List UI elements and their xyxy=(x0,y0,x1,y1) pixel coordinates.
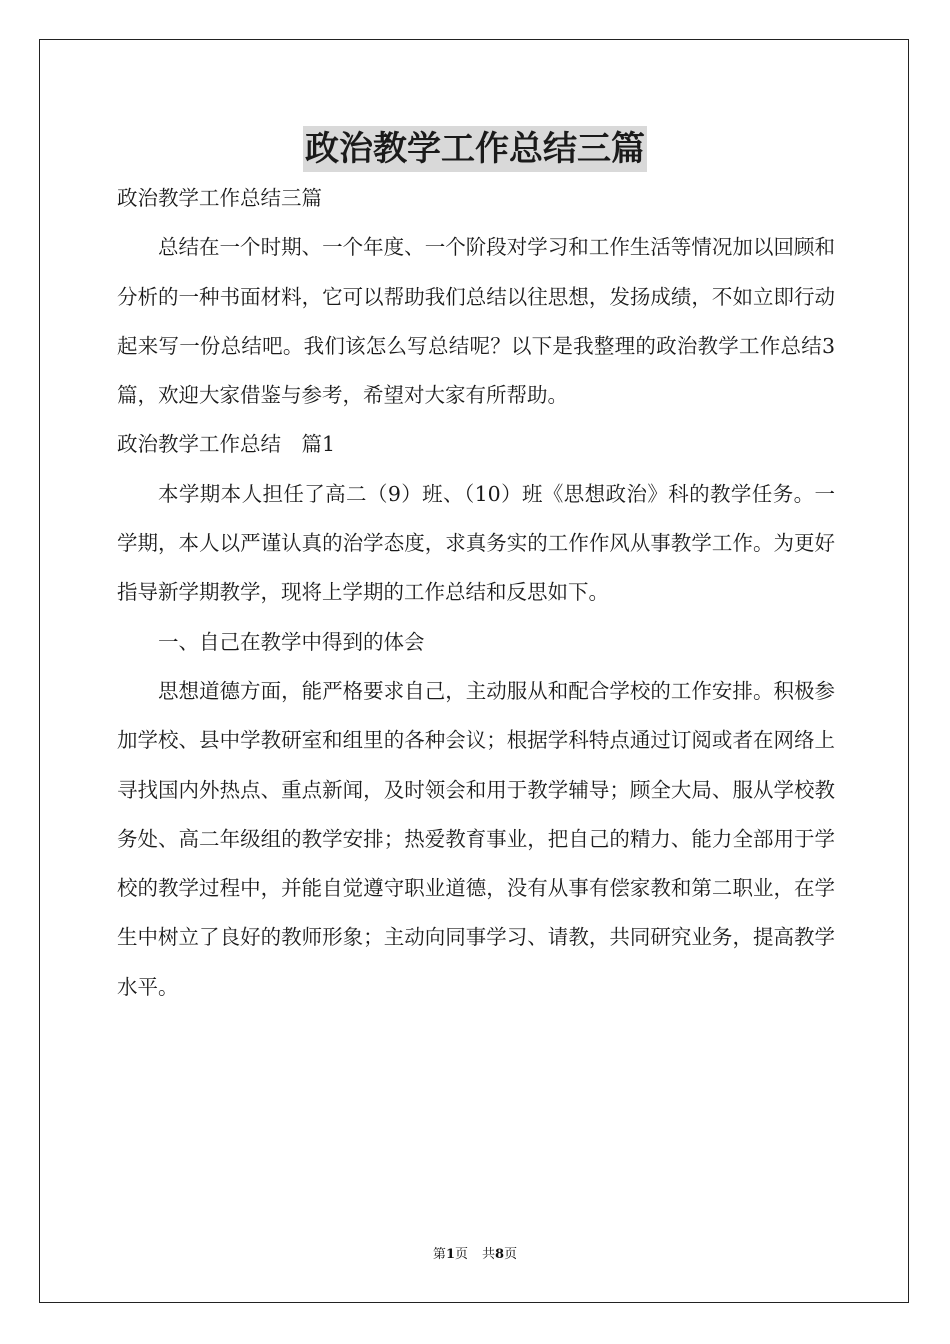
section-heading: 政治教学工作总结 篇1 xyxy=(117,432,336,457)
subsection-heading: 一、自己在教学中得到的体会 xyxy=(158,629,425,654)
page-footer xyxy=(0,1246,950,1264)
title-container xyxy=(0,126,950,172)
paragraph-subtitle: 政治教学工作总结三篇 xyxy=(117,186,322,210)
document-body xyxy=(117,174,835,1012)
page-number: 第1页 xyxy=(432,1247,468,1262)
paragraph-body: 思想道德方面，能严格要求自己，主动服从和配合学校的工作安排。积极参加学校、县中学教研室和组里的各种会议；根据学科特点通过订阅或者在网络上寻找国内外热点、重点新闻，及时领会和用于教学辅导；顾全大局、服从学校教务处、高二年级组的教学安排；热爱教育事业，把自己的精力、能力全部用于学校的教学过程中，并能自觉遵守职业道德，没有从事有偿家教和第二职业，在学生中树立了良好的教师形象；主动向同事学习、请教，共同研究业务，提高教学水平。 xyxy=(117,678,835,999)
paragraph-body: 本学期本人担任了高二（9）班、（10）班《思想政治》科的教学任务。一学期，本人以严谨认真的治学态度，求真务实的工作作风从事教学工作。为更好指导新学期教学，现将上学期的工作总结和反思如下。 xyxy=(117,481,835,605)
paragraph-intro: 总结在一个时期、一个年度、一个阶段对学习和工作生活等情况加以回顾和分析的一种书面材料，它可以帮助我们总结以往思想，发扬成绩，不如立即行动起来写一份总结吧。我们该怎么写总结呢？以下是我整理的政治教学工作总结3篇，欢迎大家借鉴与参考，希望对大家有所帮助。 xyxy=(117,235,835,408)
document-title: 政治教学工作总结三篇 xyxy=(303,126,647,172)
page-total: 共8页 xyxy=(482,1247,518,1262)
